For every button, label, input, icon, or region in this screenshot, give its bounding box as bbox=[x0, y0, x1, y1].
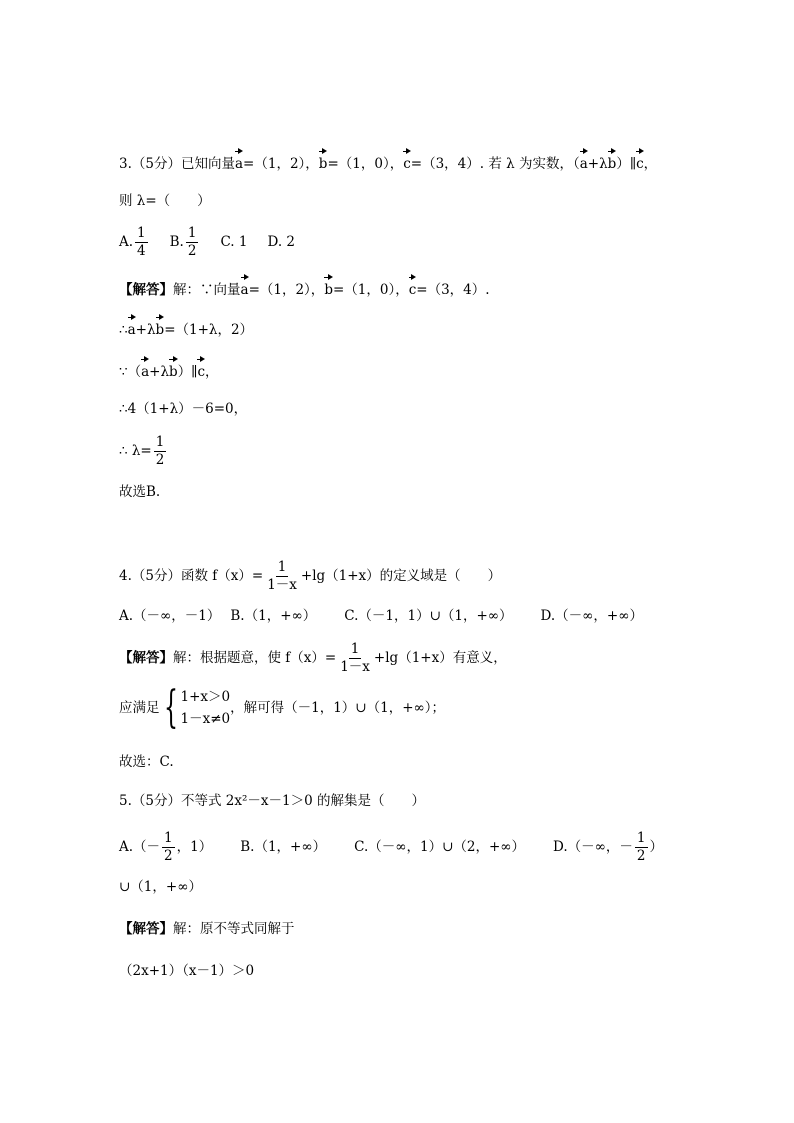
q3-answer-a-value: =（1，2）， bbox=[248, 282, 325, 298]
vector-c: c bbox=[197, 358, 205, 382]
q3-step-4-prefix: ∴ λ= bbox=[119, 443, 152, 459]
vector-b: b bbox=[156, 316, 165, 340]
q5-answer-text: 解：原不等式同解于 bbox=[173, 921, 295, 937]
q3-conclusion: 故选B. bbox=[119, 484, 161, 500]
q3-option-a-label: A. bbox=[119, 234, 134, 250]
q5-option-d-continued: ∪（1，+∞） bbox=[119, 879, 202, 895]
vector-b: b bbox=[324, 276, 333, 300]
q5-option-a-prefix: A.（－ bbox=[119, 839, 161, 855]
q4-stem-prefix: 4.（5分）函数 f（x）= bbox=[119, 568, 264, 584]
vector-c: c bbox=[409, 276, 417, 300]
q3-option-a-fraction bbox=[135, 225, 148, 260]
q3-option-c: C. 1 bbox=[220, 234, 248, 250]
q3-answer-b-value: =（1，0）， bbox=[332, 282, 409, 298]
therefore-symbol: ∴ bbox=[119, 322, 128, 338]
q5-option-b: B.（1，+∞） bbox=[240, 839, 327, 855]
fraction-denominator: 1－x bbox=[267, 577, 297, 593]
q4-stem-suffix: +lg（1+x）的定义域是（ ） bbox=[300, 568, 502, 584]
q3-stem-line2: 则 λ=（ ） bbox=[119, 193, 211, 209]
q4-conclusion: 故选：C. bbox=[119, 754, 174, 770]
answer-heading: 【解答】 bbox=[119, 282, 173, 298]
q3-answer-text: 解：∵向量 bbox=[173, 282, 241, 298]
q3-stem-prefix: 3.（5分）已知向量 bbox=[119, 156, 235, 172]
q5-option-d-prefix: D.（－∞，－ bbox=[553, 839, 633, 855]
vector-b: b bbox=[169, 358, 178, 382]
fraction-numerator: 1 bbox=[350, 641, 360, 657]
left-brace-icon: { bbox=[163, 682, 178, 733]
fraction-numerator: 1 bbox=[137, 225, 146, 241]
q3-stem-end: ， bbox=[643, 156, 658, 172]
vector-a: a bbox=[235, 150, 243, 174]
vector-c: c bbox=[403, 150, 411, 174]
q4-fraction bbox=[265, 559, 299, 594]
q3-step-2 bbox=[119, 358, 219, 382]
q3-option-b-label: B. bbox=[169, 234, 184, 250]
q3-parallel: ）∥ bbox=[177, 364, 198, 380]
q3-step-3: ∴4（1+λ）－6=0， bbox=[119, 401, 248, 417]
q3-lambda: +λ bbox=[135, 322, 156, 338]
q4-condition-1: 1+x＞0 bbox=[180, 689, 231, 705]
q3-lambda: +λ bbox=[149, 364, 170, 380]
fraction-numerator: 1 bbox=[164, 830, 173, 846]
q4-case-system bbox=[181, 686, 231, 730]
q3-a-value: =（1，2）， bbox=[243, 156, 319, 172]
q4-conditions-prefix: 应满足 bbox=[119, 700, 160, 716]
q5-answer-intro bbox=[119, 919, 295, 939]
q4-answer-intro bbox=[119, 641, 507, 676]
q5-option-d-fraction bbox=[635, 830, 648, 865]
q4-option-a: A.（－∞，－1） bbox=[119, 608, 221, 624]
because-symbol: ∵（ bbox=[119, 364, 142, 380]
q4-option-d: D.（－∞，+∞） bbox=[540, 608, 643, 624]
q4-answer-prefix: 解：根据题意，使 f（x）= bbox=[173, 650, 337, 666]
q3-lambda-fraction bbox=[154, 434, 167, 469]
q3-stem bbox=[119, 150, 657, 174]
q5-option-c: C.（－∞，1）∪（2，+∞） bbox=[354, 839, 526, 855]
answer-heading: 【解答】 bbox=[119, 921, 173, 937]
vector-a: a bbox=[141, 358, 149, 382]
q5-options bbox=[119, 830, 663, 865]
q5-step-1: （2x+1）（x－1）＞0 bbox=[119, 963, 255, 979]
q5-option-a-suffix: ，1） bbox=[176, 839, 213, 855]
q3-c-value: =（3，4）. 若 λ 为实数，（ bbox=[410, 156, 580, 172]
q4-option-b: B.（1，+∞） bbox=[230, 608, 317, 624]
q3-option-d: D. 2 bbox=[267, 234, 295, 250]
vector-a: a bbox=[580, 150, 588, 174]
q4-answer-fraction bbox=[338, 641, 372, 676]
fraction-denominator: 2 bbox=[187, 243, 197, 259]
q3-step-1 bbox=[119, 316, 253, 340]
fraction-numerator: 1 bbox=[155, 434, 165, 450]
q4-answer-suffix: +lg（1+x）有意义， bbox=[373, 650, 507, 666]
vector-a: a bbox=[128, 316, 136, 340]
q3-parallel: ）∥ bbox=[616, 156, 637, 172]
q4-conditions-result: ，解可得（－1，1）∪（1，+∞）； bbox=[230, 700, 445, 716]
q3-b-value: =（1，0）， bbox=[327, 156, 404, 172]
q5-option-d-suffix: ） bbox=[649, 839, 664, 855]
vector-c: c bbox=[636, 150, 644, 174]
q3-step-1-result: =（1+λ，2） bbox=[164, 322, 254, 338]
vector-a: a bbox=[241, 276, 249, 300]
q4-options bbox=[119, 606, 643, 626]
fraction-denominator: 2 bbox=[164, 848, 173, 864]
q3-answer-c-value: =（3，4）. bbox=[416, 282, 490, 298]
q3-options bbox=[119, 225, 295, 260]
q3-option-b-fraction bbox=[186, 225, 199, 260]
fraction-denominator: 1－x bbox=[340, 659, 370, 675]
vector-b: b bbox=[319, 150, 328, 174]
q4-stem bbox=[119, 559, 501, 594]
answer-heading: 【解答】 bbox=[119, 650, 173, 666]
fraction-denominator: 2 bbox=[636, 848, 646, 864]
fraction-numerator: 1 bbox=[636, 830, 646, 846]
fraction-numerator: 1 bbox=[187, 225, 197, 241]
q4-conditions bbox=[119, 682, 445, 733]
q3-lambda: +λ bbox=[587, 156, 608, 172]
q3-answer-intro bbox=[119, 276, 490, 300]
fraction-denominator: 4 bbox=[137, 243, 146, 259]
q5-option-a-fraction bbox=[162, 830, 175, 865]
q4-condition-2: 1－x≠0 bbox=[180, 711, 231, 727]
fraction-numerator: 1 bbox=[277, 559, 287, 575]
q4-option-c: C.（－1，1）∪（1，+∞） bbox=[344, 608, 513, 624]
q3-step-2-end: ， bbox=[205, 364, 219, 380]
q3-step-4 bbox=[119, 434, 168, 469]
fraction-denominator: 2 bbox=[155, 452, 165, 468]
q5-stem: 5.（5分）不等式 2x²－x－1＞0 的解集是（ ） bbox=[119, 793, 425, 809]
vector-b: b bbox=[608, 150, 617, 174]
